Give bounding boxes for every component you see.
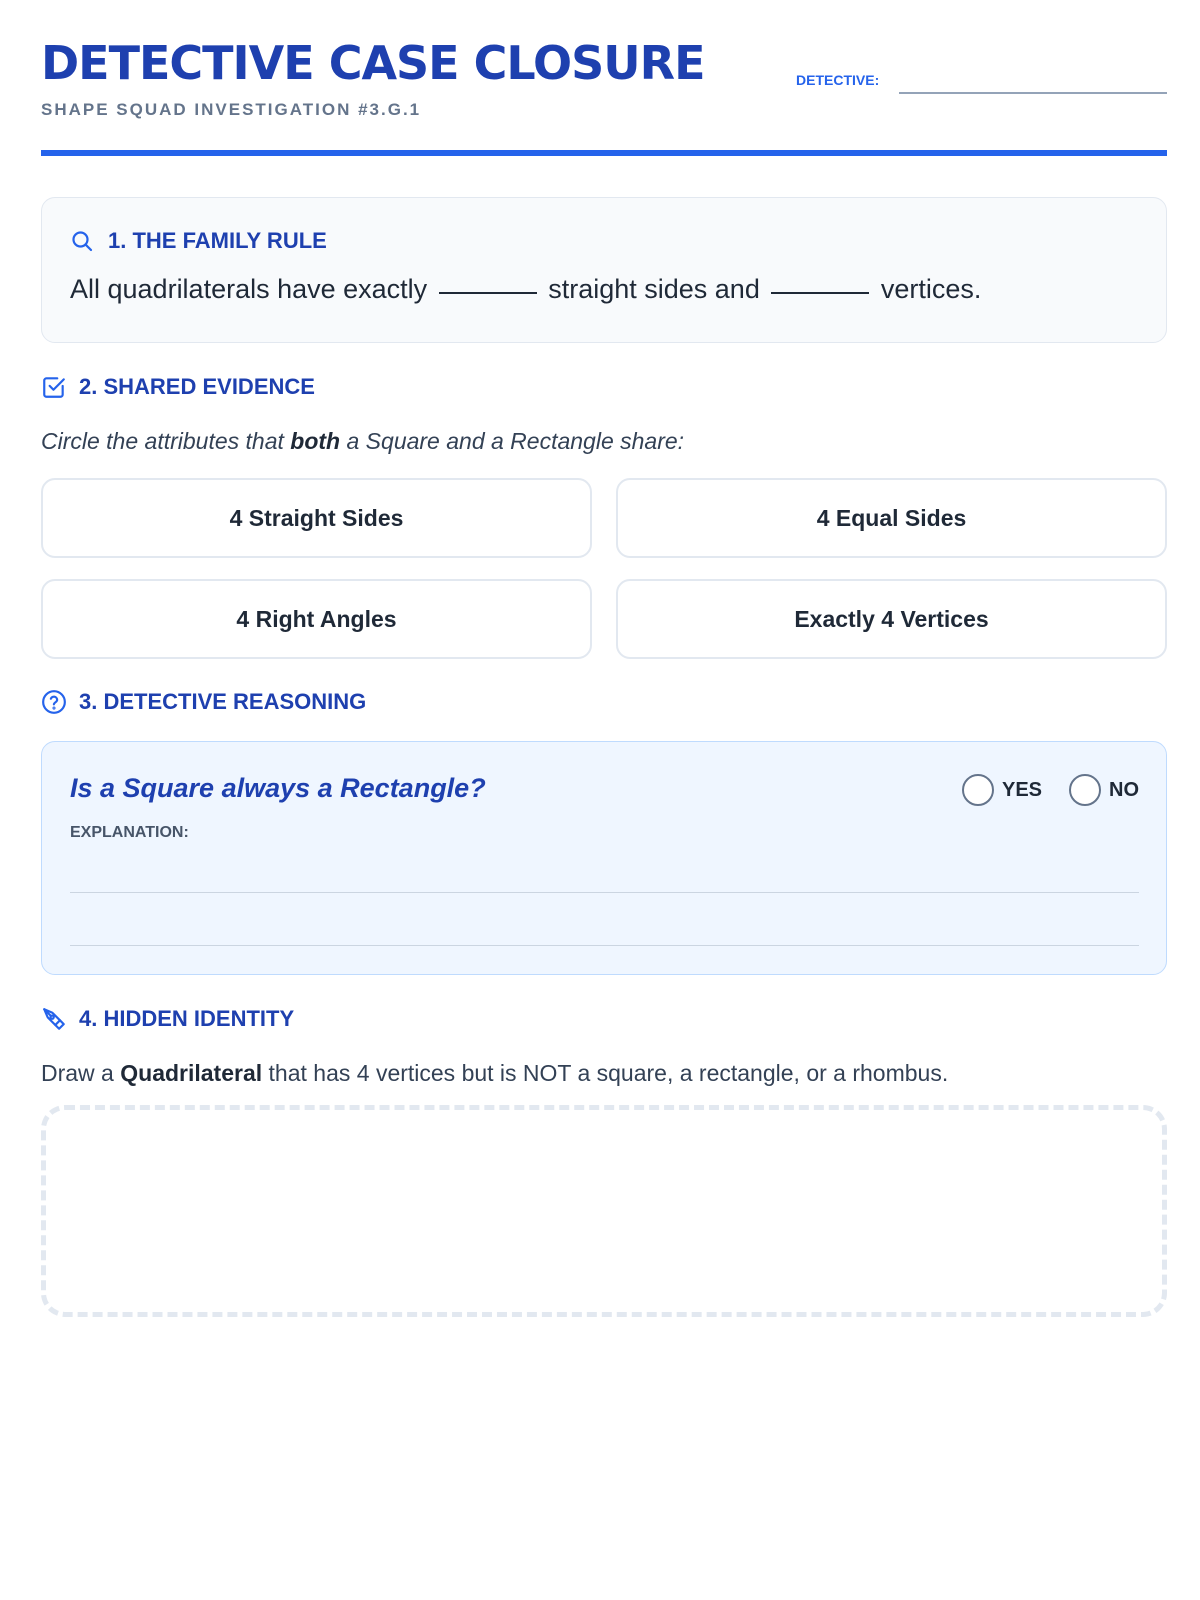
shared-evidence-instruction (41, 428, 684, 455)
no-label: NO (1109, 778, 1139, 801)
explanation-line-2[interactable] (70, 945, 1139, 946)
choice-4-straight-sides[interactable]: 4 Straight Sides (41, 478, 592, 558)
worksheet (41, 0, 1167, 1086)
reasoning-question: Is a Square always a Rectangle? (70, 773, 486, 803)
reasoning-card (41, 741, 1167, 975)
detective-name-field[interactable] (899, 92, 1167, 94)
yes-option[interactable] (962, 774, 1042, 806)
sides-blank[interactable] (439, 292, 537, 294)
detective-label: DETECTIVE: (796, 72, 880, 88)
yes-radio[interactable] (962, 774, 994, 806)
choice-4-equal-sides[interactable]: 4 Equal Sides (616, 478, 1167, 558)
checkbox-icon (41, 374, 67, 400)
section-1-heading (70, 228, 1138, 254)
no-option[interactable] (1069, 774, 1139, 806)
family-rule-sentence (70, 274, 1138, 305)
section-2-title: 2. SHARED EVIDENCE (79, 374, 315, 399)
instruction-bold: both (290, 428, 341, 454)
family-rule-text-2: straight sides and (548, 274, 760, 304)
page-title: DETECTIVE CASE CLOSURE (41, 36, 705, 90)
header-divider (41, 150, 1167, 156)
choice-exactly-4-vertices[interactable]: Exactly 4 Vertices (616, 579, 1167, 659)
instruction-text-1: Circle the attributes that (41, 428, 284, 454)
family-rule-text-1: All quadrilaterals have exactly (70, 274, 428, 304)
draw-text-1: Draw a (41, 1060, 114, 1086)
yes-label: YES (1002, 778, 1043, 801)
instruction-text-2: a Square and a Rectangle share: (346, 428, 685, 454)
drawing-area[interactable] (41, 1105, 1167, 1317)
draw-text-2: that has 4 vertices but is NOT a square, a rectangle, or a rhombus. (268, 1060, 949, 1086)
section-3-title: 3. DETECTIVE REASONING (79, 689, 367, 714)
family-rule-text-3: vertices. (880, 274, 982, 304)
question-circle-icon (41, 689, 67, 715)
search-icon (70, 229, 94, 253)
section-2-heading (41, 374, 315, 400)
hidden-identity-instruction (41, 1060, 948, 1087)
family-rule-card (41, 197, 1167, 343)
choice-4-right-angles[interactable]: 4 Right Angles (41, 579, 592, 659)
section-1-title: 1. THE FAMILY RULE (108, 228, 327, 253)
explanation-line-1[interactable] (70, 892, 1139, 893)
section-4-title: 4. HIDDEN IDENTITY (79, 1006, 295, 1031)
no-radio[interactable] (1069, 774, 1101, 806)
explanation-label: EXPLANATION: (70, 824, 189, 841)
section-4-heading (41, 1006, 294, 1032)
vertices-blank[interactable] (771, 292, 869, 294)
pen-tool-icon (41, 1006, 67, 1032)
page-subtitle: SHAPE SQUAD INVESTIGATION #3.G.1 (41, 100, 422, 119)
draw-bold: Quadrilateral (120, 1060, 263, 1086)
header (41, 0, 1167, 157)
section-3-heading (41, 689, 366, 715)
